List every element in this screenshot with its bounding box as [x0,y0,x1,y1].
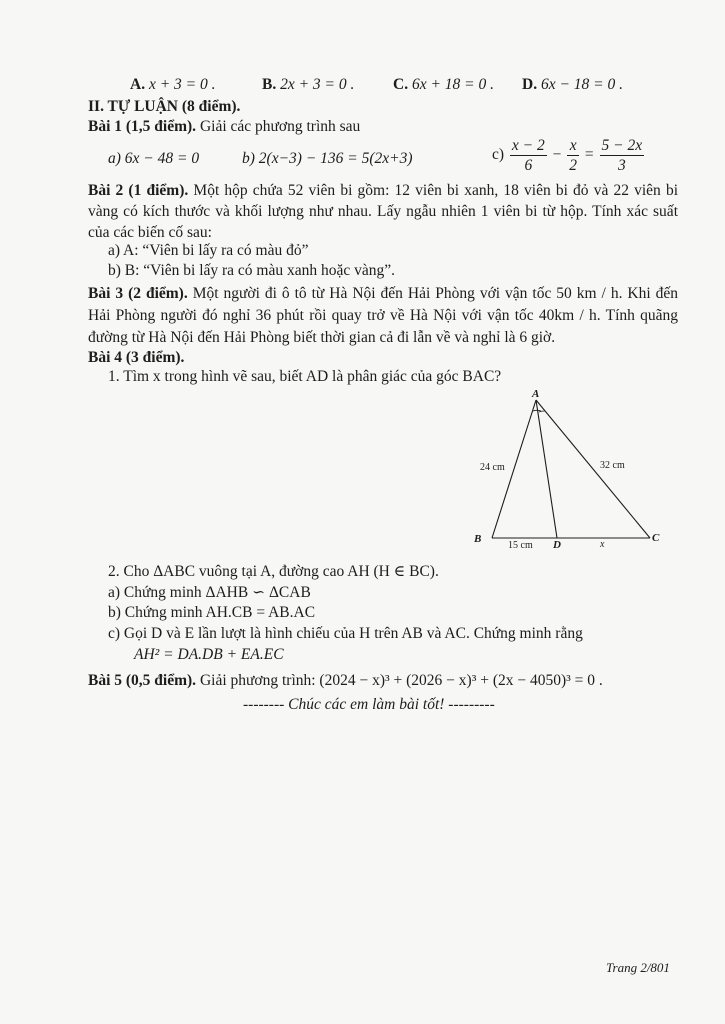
side-ac [536,400,650,538]
bai4-part-2a: a) Chứng minh ΔAHB ∽ ΔCAB [108,584,311,601]
mcq-option-a [130,76,216,94]
mcq-option-d [522,76,623,94]
vertex-c: C [652,532,660,544]
bai3-title: Bài 3 (2 điểm). [88,285,188,302]
bai1-heading [88,118,360,136]
bai5-title: Bài 5 (0,5 điểm). [88,672,197,689]
fraction-2-den: 2 [569,157,578,174]
label-ac: 32 cm [600,460,625,471]
fraction-2-num: x [567,136,579,156]
bai2-part-a: a) A: “Viên bi lấy ra có màu đỏ” [108,242,309,259]
vertex-d: D [553,539,561,551]
mcq-expr-d: 6x − 18 = 0 . [540,76,624,93]
fraction-3-num: 5 − 2x [601,137,643,154]
label-bd: 15 cm [508,540,533,551]
bai1-part-b: b) 2(x−3) − 136 = 5(2x+3) [242,150,413,167]
bisector-ad [536,400,557,538]
bai1-c-equals: = [584,146,594,164]
mcq-expr-b: 2x + 3 = 0 . [280,76,355,93]
fraction-1 [510,136,547,175]
bai1-c-minus: − [552,146,562,164]
fraction-3-den: 3 [617,157,626,174]
section-title: II. TỰ LUẬN (8 điểm). [88,98,241,115]
bai5-text: Giải phương trình: (2024 − x)³ + (2026 − x)³ + (2x − 4050)³ = 0 . [199,672,603,689]
bai2-part-b: b) B: “Viên bi lấy ra có màu xanh hoặc vàng”. [108,262,396,279]
vertex-a: A [532,388,540,400]
bai4-part-2b: b) Chứng minh AH.CB = AB.AC [108,604,316,621]
fraction-3 [600,136,645,175]
bai2-text: Một hộp chứa 52 viên bi gồm: 12 viên bi xanh, 18 viên bi đỏ và 22 viên bi vàng có kích thước và khối lượng như nhau. Lấy ngẫu nhiên 1 viên bi từ hộp. Tính xác suất của các biến cố sau: [88,182,679,241]
vertex-b: B [474,533,482,545]
mcq-expr-c: 6x + 18 = 0 . [411,76,495,93]
mcq-label-d: D. [522,76,538,93]
mcq-expr-a: x + 3 = 0 . [148,76,216,93]
bai1-part-c [492,136,646,175]
angle-mark-1 [533,410,541,411]
closing-line: -------- Chúc các em làm bài tốt! --------- [243,696,495,713]
mcq-label-c: C. [393,76,409,93]
angle-mark-2 [539,411,545,412]
mcq-label-b: B. [262,76,277,93]
fraction-1-num: x − 2 [511,137,545,154]
bai4-part-2c: c) Gọi D và E lần lượt là hình chiếu của H trên AB và AC. Chứng minh rằng [108,625,583,642]
triangle-figure [470,386,670,562]
bai4-title: Bài 4 (3 điểm). [88,349,185,366]
label-ab: 24 cm [480,462,505,473]
fraction-1-den: 6 [524,157,533,174]
mcq-option-c [393,76,494,94]
bai1-c-label: c) [492,146,505,164]
bai4-part-2: 2. Cho ΔABC vuông tại A, đường cao AH (H ∈ BC). [108,563,439,580]
bai1-part-a: a) 6x − 48 = 0 [108,150,200,167]
bai2-title: Bài 2 (1 điểm). [88,182,189,199]
page-number: Trang 2/801 [606,960,670,975]
mcq-label-a: A. [130,76,146,93]
bai4-part-2c-formula: AH² = DA.DB + EA.EC [134,646,284,663]
bai4-part-1: 1. Tìm x trong hình vẽ sau, biết AD là phân giác của góc BAC? [108,368,502,385]
bai2-paragraph [88,180,678,243]
bai1-title: Bài 1 (1,5 điểm). [88,118,197,135]
fraction-2 [567,136,579,175]
bai5-heading [88,672,603,690]
label-dc: x [600,539,605,550]
mcq-option-b [262,76,354,94]
bai3-paragraph [88,283,678,349]
bai3-text: Một người đi ô tô từ Hà Nội đến Hải Phòng với vận tốc 50 km / h. Khi đến Hải Phòng người đó nghỉ 36 phút rồi quay trở về Hà Nội với vận tốc 40km / h. Tính quãng đường từ Hà Nội đến Hải Phòng biết thời gian cả đi lẫn về và nghỉ là 6 giờ. [88,285,679,346]
bai1-text: Giải các phương trình sau [199,118,361,135]
